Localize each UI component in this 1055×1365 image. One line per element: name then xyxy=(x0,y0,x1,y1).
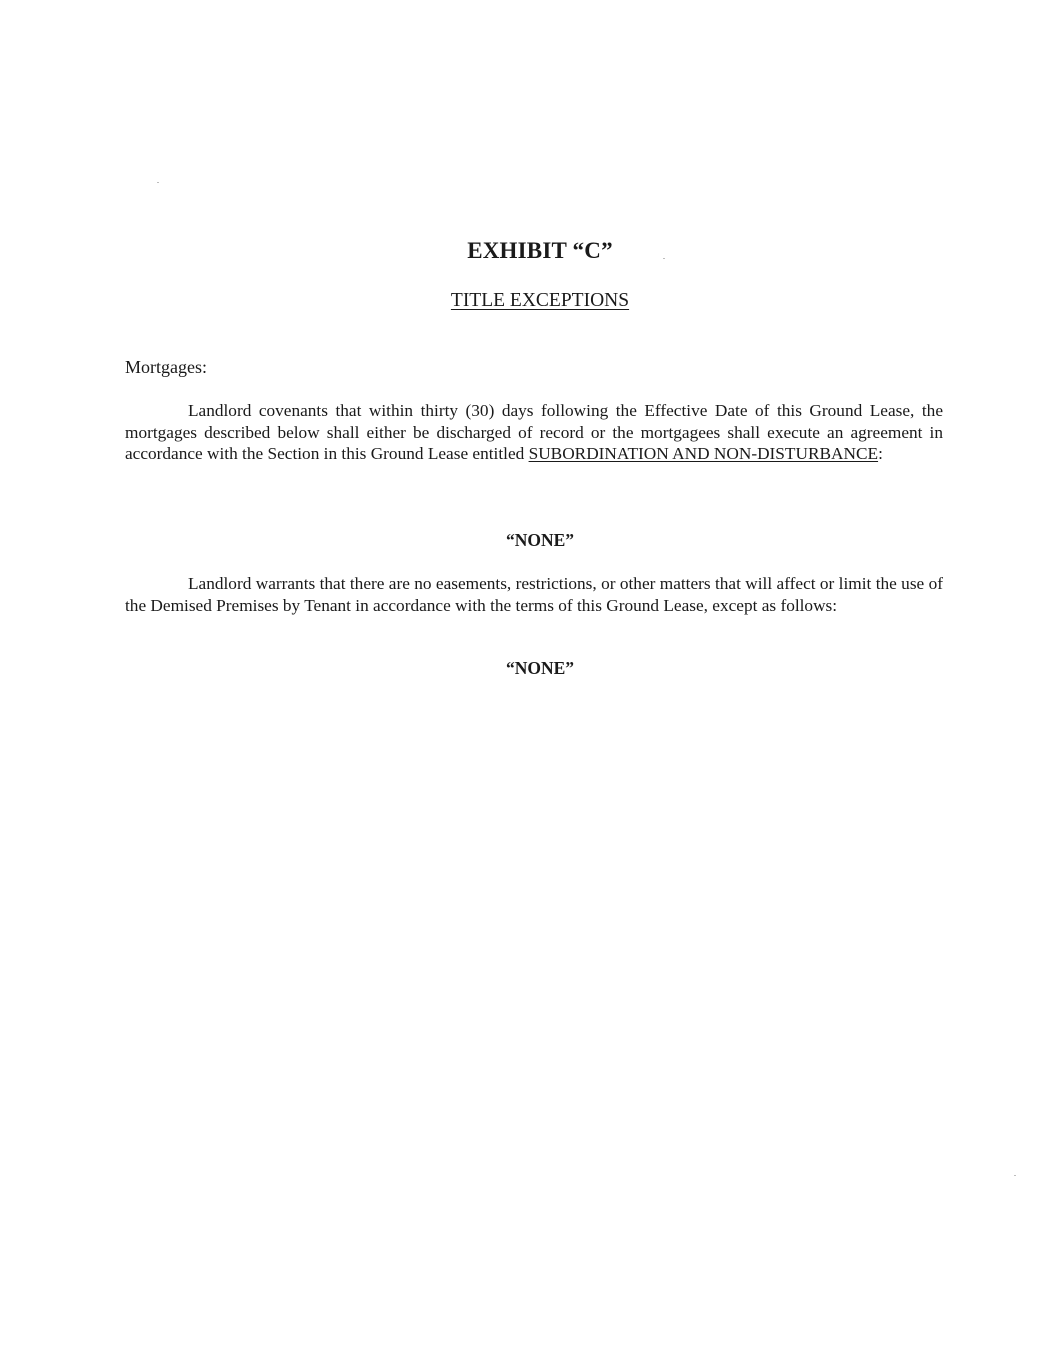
easements-paragraph: Landlord warrants that there are no easements, restrictions, or other matters that will affect or limit the use of the Demised Premises by Tenant in accordance with the terms of this Ground Lease, except as follows: xyxy=(125,574,943,615)
scan-speck xyxy=(663,258,665,259)
mortgages-label: Mortgages: xyxy=(125,357,207,377)
subordination-reference: SUBORDINATION AND NON-DISTURBANCE xyxy=(528,444,879,463)
paragraph-colon: : xyxy=(878,444,883,463)
scan-speck xyxy=(157,182,159,183)
mortgages-paragraph-text: Landlord covenants that within thirty (30) days following the Effective Date of this Ground Lease, the mortgages described below shall either be discharged of record or the mortgagees shall execute an agreement in accordance with the Section in this Ground Lease entitled xyxy=(125,401,943,463)
scan-speck xyxy=(1014,1175,1016,1176)
section-title: TITLE EXCEPTIONS xyxy=(450,290,630,311)
exhibit-title: EXHIBIT “C” xyxy=(467,238,613,263)
easements-none: “NONE” xyxy=(505,658,575,678)
mortgages-none: “NONE” xyxy=(505,530,575,550)
mortgages-paragraph xyxy=(125,400,943,465)
